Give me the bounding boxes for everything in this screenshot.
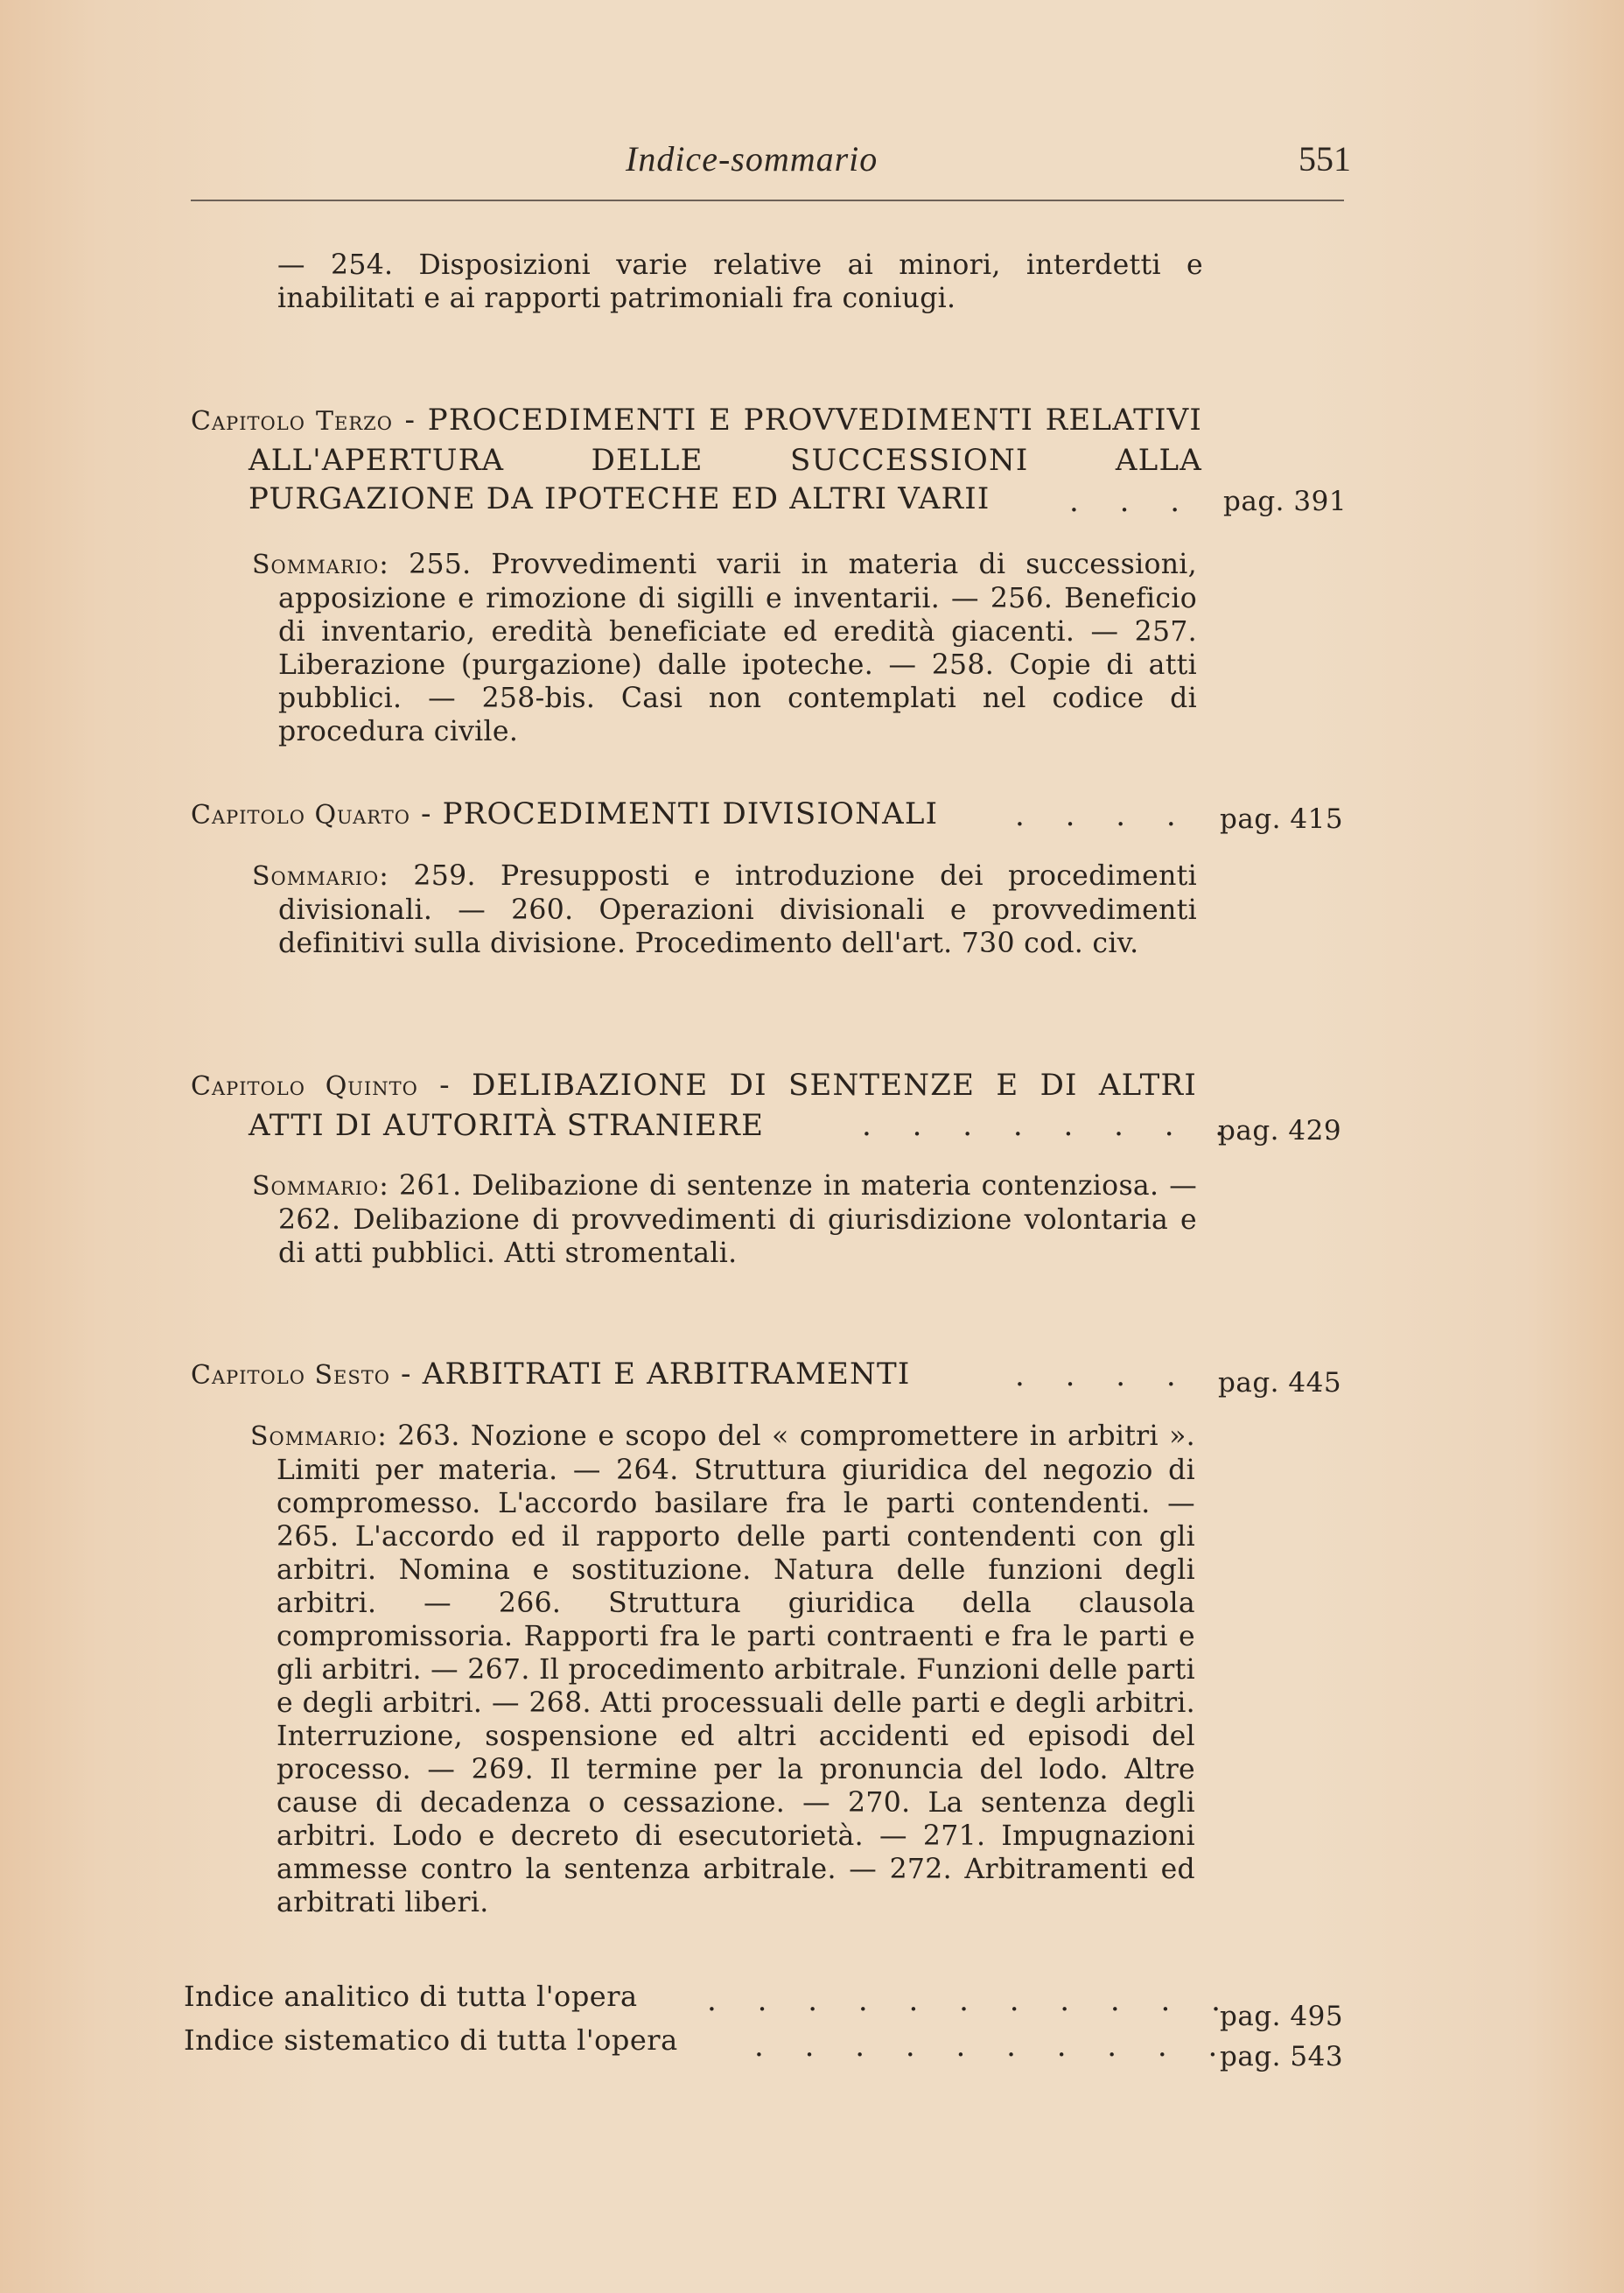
index-systematic-page-ref: pag. 543 — [1220, 2041, 1344, 2072]
chapter-6-summary-label: Sommario — [250, 1421, 378, 1452]
chapter-6-summary — [250, 1420, 1195, 1919]
chapter-4-page-ref: pag. 415 — [1220, 803, 1344, 835]
chapter-5-summary-text: : 261. Delibazione di sentenze in materia contenziosa. — 262. Delibazione di provvedimenti di giurisdizione volontaria e di atti pubblici. Atti stromentali. — [278, 1170, 1197, 1269]
chapter-5-page-ref: pag. 429 — [1218, 1115, 1342, 1146]
index-systematic-label: Indice sistematico di tutta l'opera — [184, 2023, 678, 2057]
chapter-4-title: PROCEDIMENTI DIVISIONALI — [442, 796, 939, 831]
chapter-6-heading — [191, 1355, 996, 1395]
page-number: 551 — [1298, 139, 1351, 179]
chapter-6-dots: . . . . — [1015, 1358, 1192, 1393]
chapter-3-page-ref: pag. 391 — [1223, 486, 1348, 517]
chapter-3-heading — [191, 401, 1202, 518]
chapter-4-label: Capitolo Quarto — [191, 800, 410, 831]
chapter-3-summary — [252, 548, 1197, 748]
chapter-6-page-ref: pag. 445 — [1218, 1367, 1342, 1399]
chapter-5-label: Capitolo Quinto — [191, 1071, 418, 1102]
running-title: Indice-sommario — [626, 139, 878, 179]
chapter-5-summary-label: Sommario — [252, 1171, 380, 1202]
chapter-3-title: PROCEDIMENTI E PROVVEDIMENTI RELATIVI ALL'APERTURA DELLE SUCCESSIONI ALLA PURGAZIONE DA IPOTECHE ED ALTRI VARII — [248, 403, 1202, 516]
index-systematic-dots: . . . . . . . . . . — [754, 2029, 1234, 2064]
chapter-5-title: DELIBAZIONE DI SENTENZE E DI ALTRI ATTI DI AUTORITÀ STRANIERE — [248, 1068, 1197, 1143]
chapter-3-summary-label: Sommario — [252, 550, 380, 580]
chapter-4-dots: . . . . — [1015, 798, 1192, 833]
index-analytic-label: Indice analitico di tutta l'opera — [184, 1980, 638, 2013]
chapter-4-heading — [191, 795, 996, 835]
chapter-3-label: Capitolo Terzo — [191, 406, 393, 437]
chapter-4-separator: - — [410, 796, 443, 831]
chapter-5-separator: - — [417, 1068, 472, 1103]
chapter-4-summary-text: : 259. Presupposti e introduzione dei procedimenti divisionali. — 260. Operazioni divisionali e provvedimenti definitivi sulla divisione. Procedimento dell'art. 730 cod. civ. — [278, 860, 1197, 959]
index-analytic-page-ref: pag. 495 — [1220, 2001, 1344, 2032]
chapter-6-summary-text: : 263. Nozione e scopo del « compromettere in arbitri ». Limiti per materia. — 264. Struttura giuridica del negozio di compromesso. L'accordo basilare fra le parti contendenti. — 265. L'accordo ed il rapporto delle parti contendenti con gli arbitri. Nomina e sostituzione. Natura delle funzioni degli arbitri. — 266. Struttura giuridica della clausola compromissoria. Rapporti fra le parti contraenti e fra le parti e gli arbitri. — 267. Il procedimento arbitrale. Funzioni delle parti e degli arbitri. — 268. Atti processuali delle parti e degli arbitri. Interruzione, sospensione ed altri accidenti ed episodi del processo. — 269. Il termine per la pronuncia del lodo. Altre cause di decadenza o cessazione. — 270. La sentenza degli arbitri. Lodo e decreto di esecutorietà. — 271. Impugnazioni ammesse contro la sentenza arbitrale. — 272. Arbitramenti ed arbitrati liberi. — [276, 1420, 1195, 1918]
chapter-4-summary-label: Sommario — [252, 861, 380, 892]
chapter-6-title: ARBITRATI E ARBITRAMENTI — [422, 1357, 911, 1392]
chapter-5-dots: . . . . . . . . — [862, 1108, 1241, 1143]
header-rule — [191, 200, 1344, 201]
chapter-3-summary-text: : 255. Provvedimenti varii in materia di successioni, apposizione e rimozione di sigilli e inventarii. — 256. Beneficio di inventario, eredità beneficiate ed eredità giacenti. — 257. Liberazione (purgazione) dalle ipoteche. — 258. Copie di atti pubblici. — 258-bis. Casi non contemplati nel codice di procedura civile. — [278, 549, 1197, 747]
continuation-entry: — 254. Disposizioni varie relative ai minori, interdetti e inabilitati e ai rapporti patrimoniali fra coniugi. — [277, 249, 1203, 314]
index-analytic-dots: . . . . . . . . . . . — [707, 1983, 1236, 2018]
chapter-4-summary — [252, 859, 1197, 960]
chapter-6-label: Capitolo Sesto — [191, 1360, 390, 1391]
chapter-6-separator: - — [389, 1357, 423, 1392]
chapter-5-summary — [252, 1169, 1197, 1270]
chapter-3-separator: - — [392, 403, 428, 438]
chapter-3-dots: . . . — [1069, 484, 1196, 519]
